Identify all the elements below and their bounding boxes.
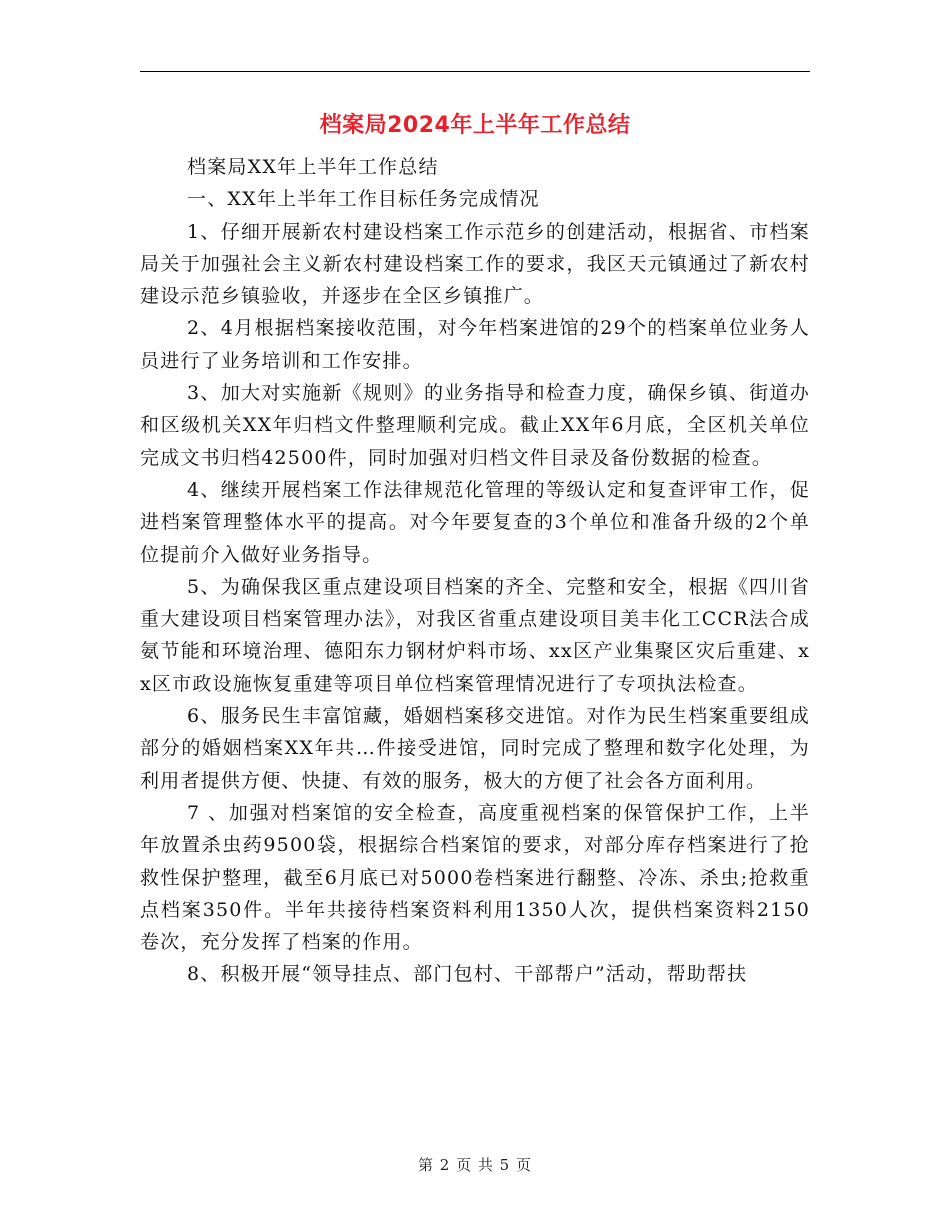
paragraph-item-1: 1、仔细开展新农村建设档案工作示范乡的创建活动，根据省、市档案局关于加强社会主义新农村建设档案工作的要求，我区天元镇通过了新农村建设示范乡镇验收，并逐步在全区乡镇推广。 — [140, 220, 810, 308]
paragraph-item-4: 4、继续开展档案工作法律规范化管理的等级认定和复查评审工作，促进档案管理整体水平的提高。对今年要复查的3个单位和准备升级的2个单位提前介入做好业务指导。 — [140, 478, 810, 566]
paragraph-item-2: 2、4月根据档案接收范围，对今年档案进馆的29个的档案单位业务人员进行了业务培训和工作安排。 — [140, 317, 810, 372]
header-rule — [140, 71, 810, 72]
document-body — [140, 151, 810, 991]
paragraph-item-8: 8、积极开展“领导挂点、部门包村、干部帮户”活动，帮助帮扶 — [187, 963, 748, 986]
paragraph-subtitle: 档案局XX年上半年工作总结 — [187, 156, 439, 178]
paragraph-item-3: 3、加大对实施新《规则》的业务指导和检查力度，确保乡镇、街道办和区级机关XX年归档文件整理顺利完成。截止XX年6月底，全区机关单位完成文书归档42500件，同时加强对归档文件目录及备份数据的检查。 — [140, 382, 810, 469]
page-number-footer: 第 2 页 共 5 页 — [418, 1156, 532, 1174]
paragraph-section-heading: 一、XX年上半年工作目标任务完成情况 — [187, 188, 540, 211]
paragraph-item-6: 6、服务民生丰富馆藏，婚姻档案移交进馆。对作为民生档案重要组成部分的婚姻档案XX年共…件接受进馆，同时完成了整理和数字化处理，为利用者提供方便、快捷、有效的服务，极大的方便了社会各方面利用。 — [140, 705, 810, 792]
paragraph-item-5: 5、为确保我区重点建设项目档案的齐全、完整和安全，根据《四川省重大建设项目档案管理办法》，对我区省重点建设项目美丰化工CCR法合成氨节能和环境治理、德阳东力钢材炉料市场、xx区产业集聚区灾后重建、xx区市政设施恢复重建等项目单位档案管理情况进行了专项执法检查。 — [140, 575, 810, 695]
paragraph-item-7: 7 、加强对档案馆的安全检查，高度重视档案的保管保护工作，上半年放置杀虫药9500袋，根据综合档案馆的要求，对部分库存档案进行了抢救性保护整理，截至6月底已对5000卷档案进行翻整、冷冻、杀虫;抢救重点档案350件。半年共接待档案资料利用1350人次，提供档案资料2150卷次，充分发挥了档案的作用。 — [140, 801, 810, 954]
document-title: 档案局2024年上半年工作总结 — [319, 113, 631, 138]
